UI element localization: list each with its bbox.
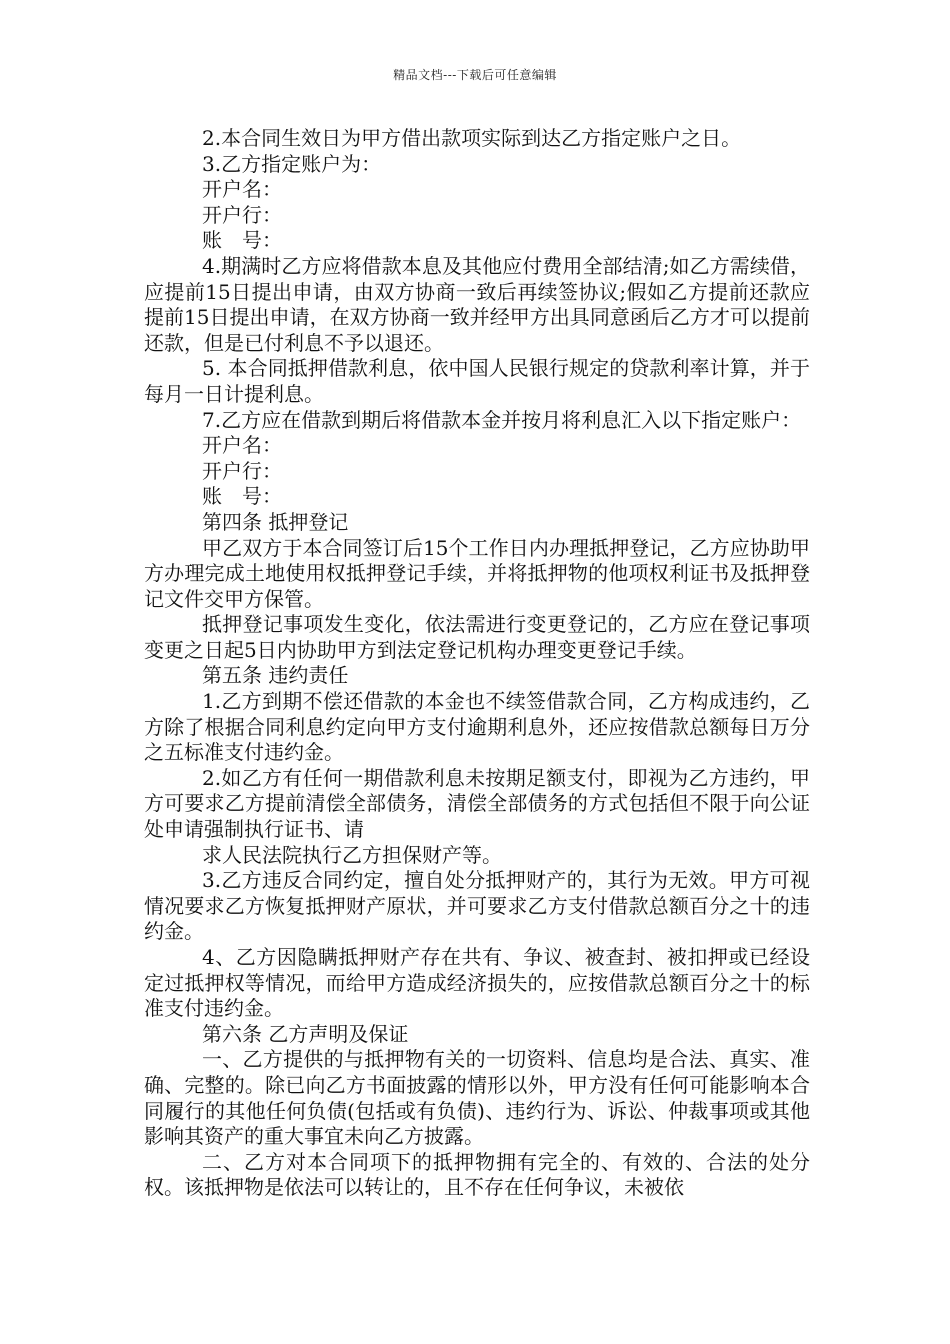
account-name-line: 开户名： [202, 433, 282, 458]
clause-paragraph: 抵押登记事项发生变化，依法需进行变更登记的，乙方应在登记事项变更之日起5日内协助甲方到法定登记机构办理变更登记手续。 [144, 612, 810, 662]
clause-paragraph: 1.乙方到期不偿还借款的本金也不续签借款合同，乙方构成违约，乙方除了根据合同利息约定向甲方支付逾期利息外，还应按借款总额每日万分之五标准支付违约金。 [144, 689, 810, 765]
clause-paragraph: 一、乙方提供的与抵押物有关的一切资料、信息均是合法、真实、准确、完整的。除已向乙方书面披露的情形以外，甲方没有任何可能影响本合同履行的其他任何负债(包括或有负债)、违约行为、诉讼、仲裁事项或其他影响其资产的重大事宜未向乙方披露。 [144, 1047, 810, 1149]
account-number-line: 账 号： [202, 484, 282, 509]
page-header: 精品文档---下载后可任意编辑 [393, 68, 557, 82]
clause-paragraph: 3.乙方违反合同约定，擅自处分抵押财产的，其行为无效。甲方可视情况要求乙方恢复抵押财产原状，并可要求乙方支付借款总额百分之十的违约金。 [144, 868, 810, 944]
clause-paragraph: 4.期满时乙方应将借款本息及其他应付费用全部结清;如乙方需续借，应提前15日提出申请，由双方协商一致后再续签协议;假如乙方提前还款应提前15日提出申请，在双方协商一致并经甲方出具同意函后乙方才可以提前还款，但是已付利息不予以退还。 [144, 253, 810, 355]
account-bank-line: 开户行： [202, 202, 282, 227]
clause-paragraph: 2.如乙方有任何一期借款利息未按期足额支付，即视为乙方违约，甲方可要求乙方提前清偿全部债务，清偿全部债务的方式包括但不限于向公证处申请强制执行证书、请 [144, 765, 810, 842]
section-heading: 第四条 抵押登记 [202, 509, 349, 534]
clause-paragraph: 二、乙方对本合同项下的抵押物拥有完全的、有效的、合法的处分权。该抵押物是依法可以转让的，且不存在任何争议，未被依 [144, 1149, 810, 1200]
clause-paragraph: 2.本合同生效日为甲方借出款项实际到达乙方指定账户之日。 [202, 126, 742, 150]
section-heading: 第六条 乙方声明及保证 [202, 1021, 409, 1046]
document-body [144, 126, 810, 1201]
account-name-line: 开户名： [202, 177, 282, 202]
clause-paragraph: 5. 本合同抵押借款利息，依中国人民银行规定的贷款利率计算，并于每月一日计提利息。 [144, 356, 810, 406]
account-bank-line: 开户行： [202, 458, 282, 483]
account-number-line: 账 号： [202, 228, 282, 253]
clause-paragraph: 7.乙方应在借款到期后将借款本金并按月将利息汇入以下指定账户： [202, 407, 802, 432]
section-heading: 第五条 违约责任 [202, 663, 349, 688]
clause-paragraph: 求人民法院执行乙方担保财产等。 [202, 842, 502, 867]
clause-paragraph: 3.乙方指定账户为： [202, 151, 382, 176]
clause-paragraph: 4、乙方因隐瞒抵押财产存在共有、争议、被查封、被扣押或已经设定过抵押权等情况，而给甲方造成经济损失的，应按借款总额百分之十的标准支付违约金。 [144, 945, 810, 1021]
clause-paragraph: 甲乙双方于本合同签订后15个工作日内办理抵押登记，乙方应协助甲方办理完成土地使用权抵押登记手续，并将抵押物的他项权利证书及抵押登记文件交甲方保管。 [144, 535, 810, 611]
